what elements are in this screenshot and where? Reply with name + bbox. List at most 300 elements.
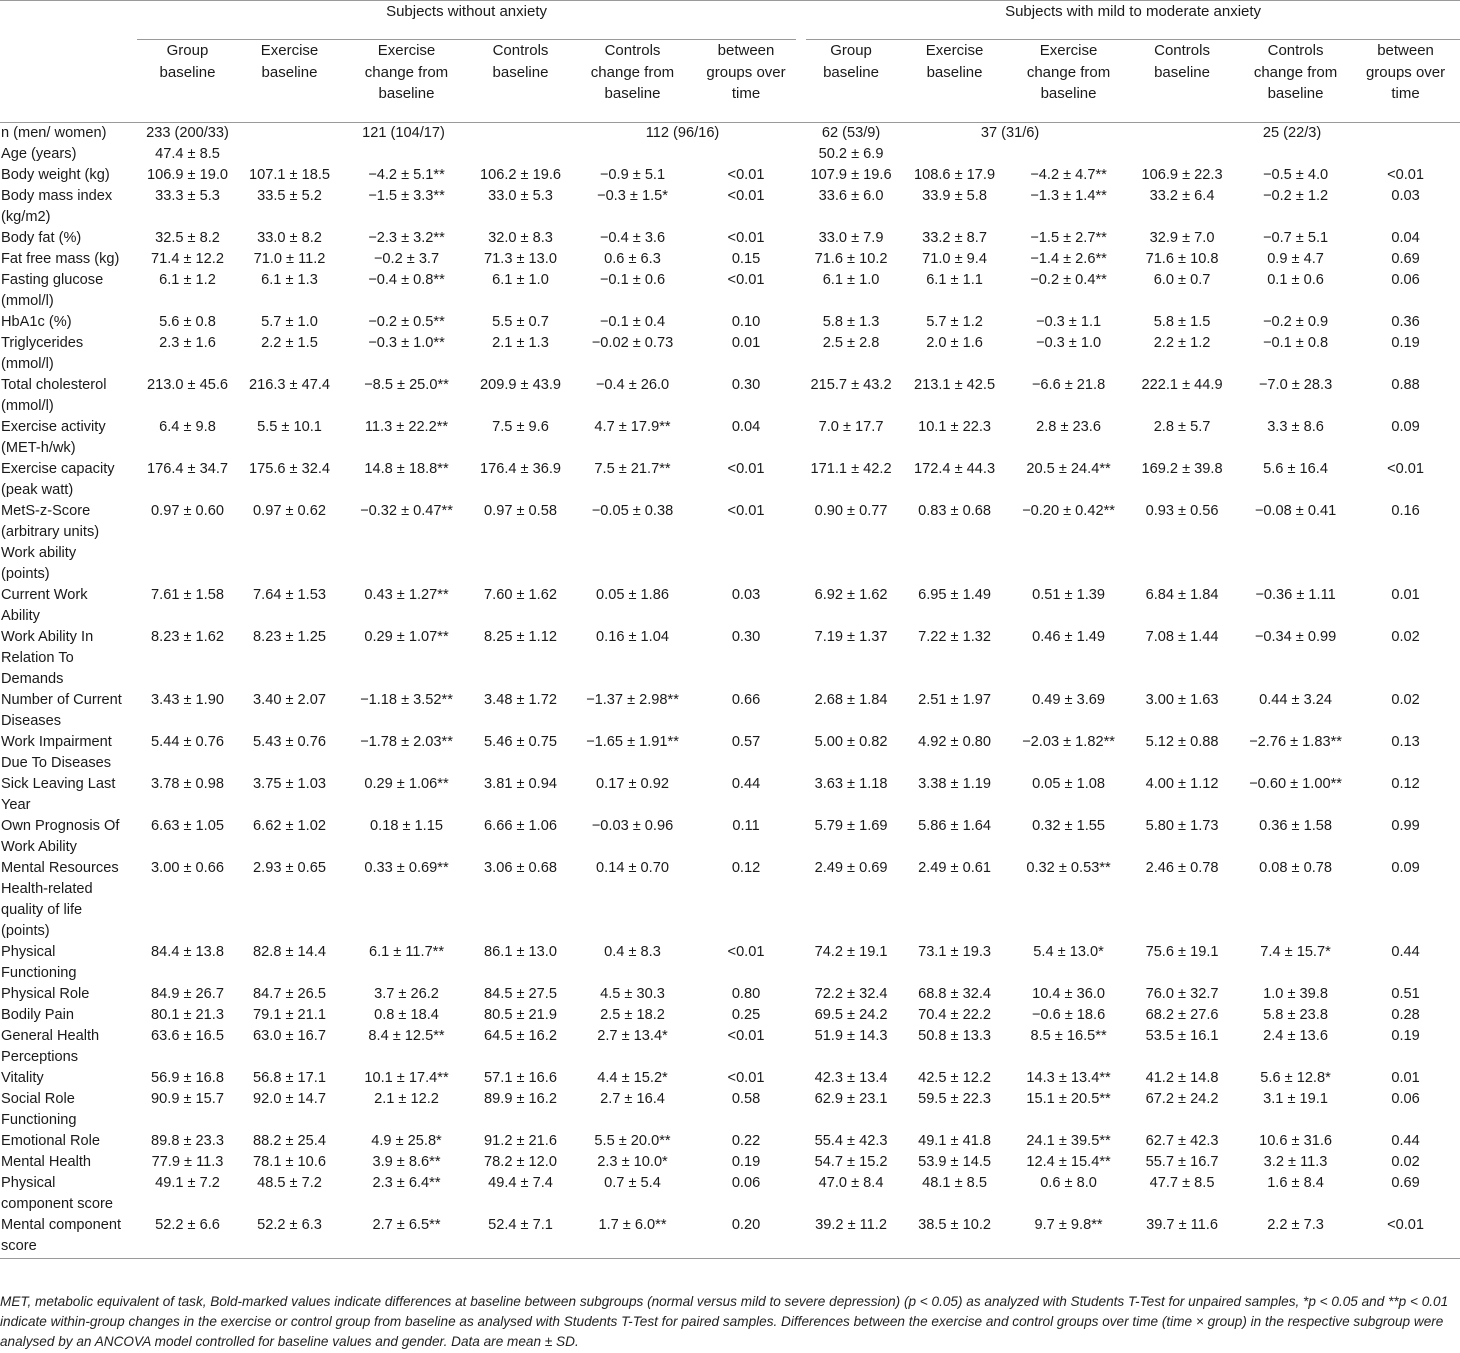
cell-exercise-baseline: 38.5 ± 10.2 bbox=[896, 1215, 1013, 1259]
cell-exercise-baseline: 59.5 ± 22.3 bbox=[918, 1091, 992, 1107]
label-line: (kg/m2) bbox=[1, 209, 51, 225]
cell-between-groups: <0.01 bbox=[727, 1028, 765, 1044]
table-row bbox=[0, 165, 1460, 186]
label-line: (mmol/l) bbox=[1, 356, 54, 372]
label-line: HbA1c (%) bbox=[1, 314, 72, 330]
cell-controls-change: 4.4 ± 15.2* bbox=[597, 1070, 668, 1086]
cell-controls-change: 5.8 ± 23.8 bbox=[1263, 1007, 1328, 1023]
cell-exercise-change: 0.29 ± 1.06** bbox=[364, 776, 449, 792]
section-label bbox=[0, 543, 137, 585]
cell-between-groups: <0.01 bbox=[1387, 461, 1425, 477]
label-line: Mental Health bbox=[1, 1154, 92, 1170]
row-label bbox=[0, 459, 137, 501]
cell-exercise-change: −1.78 ± 2.03** bbox=[360, 734, 453, 750]
cell-exercise-change: 0.49 ± 3.69 bbox=[1032, 692, 1106, 708]
cell-exercise-change: −0.3 ± 1.0** bbox=[368, 335, 445, 351]
cell-controls-change: 0.7 ± 5.4 bbox=[604, 1175, 661, 1191]
row-label bbox=[0, 627, 137, 690]
row-label bbox=[0, 501, 137, 543]
col-header-line: groups over bbox=[1365, 63, 1446, 81]
table-row bbox=[0, 1215, 1460, 1259]
cell-exercise-baseline: 79.1 ± 21.1 bbox=[253, 1007, 326, 1023]
label-line: (mmol/l) bbox=[1, 293, 54, 309]
cell-group-baseline: 3.43 ± 1.90 bbox=[151, 692, 224, 708]
table-row bbox=[0, 186, 1460, 228]
cell-exercise-change: −1.3 ± 1.4** bbox=[1030, 188, 1107, 204]
cell-exercise-change: 8.4 ± 12.5** bbox=[368, 1028, 445, 1044]
group-header-without-anxiety: Subjects without anxiety bbox=[137, 1, 796, 40]
cell-group-baseline: 54.7 ± 15.2 bbox=[814, 1154, 888, 1170]
cell-controls-change: 0.44 ± 3.24 bbox=[1259, 692, 1333, 708]
cell-controls-baseline: 53.5 ± 16.1 bbox=[1145, 1028, 1219, 1044]
row-label bbox=[0, 585, 137, 627]
label-line: Body weight (kg) bbox=[1, 167, 110, 183]
label-line: Work ability bbox=[1, 545, 77, 561]
cell-exercise-baseline: 48.1 ± 8.5 bbox=[922, 1175, 987, 1191]
table-row bbox=[0, 375, 1460, 417]
cell-between-groups: <0.01 bbox=[727, 944, 765, 960]
cell-controls-change: −0.2 ± 1.2 bbox=[1262, 188, 1329, 204]
row-label bbox=[0, 165, 137, 186]
cell-exercise-baseline: 78.1 ± 10.6 bbox=[253, 1154, 326, 1170]
cell-exercise-change: −0.3 ± 1.0 bbox=[1035, 335, 1102, 351]
table-row bbox=[0, 1173, 1460, 1215]
cell-group-baseline: 5.8 ± 1.3 bbox=[822, 314, 880, 330]
cell-controls-change: 4.5 ± 30.3 bbox=[600, 986, 665, 1002]
cell-exercise-baseline: 6.1 ± 1.1 bbox=[926, 272, 983, 288]
cell-exercise-baseline: 5.43 ± 0.76 bbox=[253, 734, 326, 750]
cell-between-groups: 0.66 bbox=[731, 692, 761, 708]
label-line: (MET-h/wk) bbox=[1, 440, 76, 456]
cell-between-groups: 0.04 bbox=[1391, 230, 1420, 246]
label-line: Exercise capacity bbox=[1, 461, 115, 477]
cell-controls-baseline: 7.08 ± 1.44 bbox=[1145, 629, 1219, 645]
cell-exercise-change: 2.3 ± 6.4** bbox=[372, 1175, 441, 1191]
col-header-line: Controls bbox=[1267, 42, 1324, 59]
cell-group-baseline: 33.6 ± 6.0 bbox=[818, 188, 884, 204]
cell-exercise-baseline: 4.92 ± 0.80 bbox=[918, 734, 992, 750]
cell-exercise-change: 4.9 ± 25.8* bbox=[371, 1133, 442, 1149]
cell-controls-change: −0.34 ± 0.99 bbox=[1254, 629, 1337, 645]
cell-controls-n: 112 (96/16) bbox=[645, 125, 720, 141]
cell-exercise-baseline: 42.5 ± 12.2 bbox=[918, 1070, 992, 1086]
col-header-exercise-change bbox=[341, 40, 472, 123]
cell-between-groups: <0.01 bbox=[727, 503, 765, 519]
col-header-exercise-change bbox=[1013, 40, 1124, 123]
cell-controls-change: −0.5 ± 4.0 bbox=[1262, 167, 1329, 183]
cell-group-baseline: 55.4 ± 42.3 bbox=[814, 1133, 888, 1149]
col-header-line: baseline bbox=[604, 85, 661, 102]
cell-controls-baseline: 5.12 ± 0.88 bbox=[1145, 734, 1219, 750]
cell-exercise-change: 0.29 ± 1.07** bbox=[364, 629, 449, 645]
cell-exercise-change: −0.2 ± 0.5** bbox=[368, 314, 445, 330]
cell-exercise-change: 0.51 ± 1.39 bbox=[1032, 587, 1106, 603]
label-line: Demands bbox=[1, 671, 64, 687]
cell-group-baseline: 107.9 ± 19.6 bbox=[810, 167, 892, 183]
cell-between-groups: 0.19 bbox=[1391, 1028, 1420, 1044]
cell-controls-change: 2.7 ± 16.4 bbox=[600, 1091, 665, 1107]
row-label bbox=[0, 1173, 137, 1215]
cell-between-groups: 0.80 bbox=[731, 986, 761, 1002]
cell-controls-change: −0.08 ± 0.41 bbox=[1254, 503, 1337, 519]
table-row bbox=[0, 816, 1460, 858]
cell-group-baseline: 71.4 ± 12.2 bbox=[151, 251, 224, 267]
label-line: (arbitrary units) bbox=[1, 524, 100, 540]
cell-controls-baseline: 52.4 ± 7.1 bbox=[472, 1215, 569, 1259]
cell-group-baseline: 3.63 ± 1.18 bbox=[814, 776, 888, 792]
cell-exercise-change: −1.5 ± 3.3** bbox=[368, 188, 445, 204]
cell-exercise-change: −4.2 ± 5.1** bbox=[368, 167, 445, 183]
cell-controls-change: −7.0 ± 28.3 bbox=[1258, 377, 1333, 393]
col-header-line: between bbox=[717, 42, 775, 59]
cell-exercise-baseline: 0.83 ± 0.68 bbox=[918, 503, 992, 519]
cell-exercise-change: 14.8 ± 18.8** bbox=[364, 461, 449, 477]
cell-controls-change: −0.05 ± 0.38 bbox=[591, 503, 674, 519]
table-row bbox=[0, 249, 1460, 270]
cell-exercise-baseline: 71.0 ± 9.4 bbox=[922, 251, 987, 267]
cell-controls-change: 2.7 ± 13.4* bbox=[597, 1028, 668, 1044]
label-line: MetS-z-Score bbox=[1, 503, 91, 519]
cell-exercise-change: 10.4 ± 36.0 bbox=[1032, 986, 1106, 1002]
cell-exercise-change: 12.4 ± 15.4** bbox=[1026, 1154, 1111, 1170]
cell-exercise-change: −0.32 ± 0.47** bbox=[360, 503, 453, 519]
cell-exercise-baseline: 48.5 ± 7.2 bbox=[257, 1175, 322, 1191]
label-line: Physical bbox=[1, 944, 56, 960]
cell-controls-change: −1.37 ± 2.98** bbox=[586, 692, 679, 708]
table-row bbox=[0, 270, 1460, 312]
row-label bbox=[0, 774, 137, 816]
cell-group-baseline: 62 (53/9) bbox=[821, 125, 881, 141]
cell-between-groups: <0.01 bbox=[727, 272, 765, 288]
cell-between-groups: 0.03 bbox=[731, 587, 761, 603]
cell-controls-change: 2.4 ± 13.6 bbox=[1263, 1028, 1328, 1044]
cell-group-baseline: 2.68 ± 1.84 bbox=[814, 692, 888, 708]
cell-exercise-baseline: 84.7 ± 26.5 bbox=[253, 986, 326, 1002]
cell-exercise-baseline: 53.9 ± 14.5 bbox=[918, 1154, 992, 1170]
cell-between-groups: 0.06 bbox=[731, 1175, 761, 1191]
cell-between-groups: 0.12 bbox=[1391, 776, 1420, 792]
cell-exercise-baseline: 172.4 ± 44.3 bbox=[914, 461, 996, 477]
cell-group-baseline: 5.79 ± 1.69 bbox=[814, 818, 888, 834]
col-header-line: groups over bbox=[706, 63, 786, 81]
row-label bbox=[0, 186, 137, 228]
label-line: (peak watt) bbox=[1, 482, 74, 498]
table-row bbox=[0, 732, 1460, 774]
cell-exercise-baseline: 6.95 ± 1.49 bbox=[918, 587, 992, 603]
col-header-line: Controls bbox=[1154, 42, 1210, 59]
cell-controls-change: −2.76 ± 1.83** bbox=[1249, 734, 1342, 750]
cell-group-baseline: 3.78 ± 0.98 bbox=[151, 776, 224, 792]
cell-group-baseline: 77.9 ± 11.3 bbox=[151, 1154, 224, 1170]
column-header-row bbox=[0, 40, 1460, 123]
col-header-line: Controls bbox=[492, 42, 549, 59]
cell-controls-baseline: 76.0 ± 32.7 bbox=[1145, 986, 1219, 1002]
cell-controls-change: 5.6 ± 16.4 bbox=[1263, 461, 1328, 477]
cell-exercise-baseline: 2.51 ± 1.97 bbox=[918, 692, 992, 708]
cell-group-baseline: 7.0 ± 17.7 bbox=[818, 419, 884, 435]
label-line: Current Work bbox=[1, 587, 88, 603]
cell-controls-baseline: 2.1 ± 1.3 bbox=[492, 335, 549, 351]
label-line: Functioning bbox=[1, 965, 77, 981]
label-line: Functioning bbox=[1, 1112, 77, 1128]
cell-exercise-change: −0.2 ± 0.4** bbox=[1030, 272, 1107, 288]
cell-controls-baseline: 64.5 ± 16.2 bbox=[484, 1028, 557, 1044]
cell-between-groups: 0.44 bbox=[731, 776, 761, 792]
table-row bbox=[0, 774, 1460, 816]
cell-controls-baseline: 67.2 ± 24.2 bbox=[1145, 1091, 1219, 1107]
cell-group-baseline: 47.0 ± 8.4 bbox=[818, 1175, 884, 1191]
cell-controls-baseline: 6.66 ± 1.06 bbox=[484, 818, 557, 834]
cell-group-baseline: 33.3 ± 5.3 bbox=[155, 188, 220, 204]
table-row bbox=[0, 1005, 1460, 1026]
cell-between-groups: 0.01 bbox=[1391, 1070, 1420, 1086]
cell-exercise-baseline: 2.0 ± 1.6 bbox=[926, 335, 983, 351]
col-header-line: Group bbox=[166, 42, 209, 59]
cell-controls-baseline: 3.06 ± 0.68 bbox=[484, 860, 557, 876]
cell-controls-change: −0.36 ± 1.11 bbox=[1255, 587, 1336, 603]
table-row bbox=[0, 984, 1460, 1005]
cell-exercise-change: 0.32 ± 0.53** bbox=[1026, 860, 1111, 876]
cell-controls-change: −0.1 ± 0.6 bbox=[599, 272, 666, 288]
cell-group-baseline: 74.2 ± 19.1 bbox=[814, 944, 888, 960]
cell-exercise-baseline: 50.8 ± 13.3 bbox=[918, 1028, 992, 1044]
col-header-between-groups bbox=[1351, 40, 1460, 123]
cell-exercise-change: −0.6 ± 18.6 bbox=[1031, 1007, 1106, 1023]
table-row bbox=[0, 1089, 1460, 1131]
cell-group-baseline: 0.97 ± 0.60 bbox=[151, 503, 224, 519]
cell-exercise-change: −2.03 ± 1.82** bbox=[1022, 734, 1115, 750]
row-label bbox=[0, 228, 137, 249]
cell-controls-baseline: 5.8 ± 1.5 bbox=[1153, 314, 1211, 330]
cell-exercise-change: −0.20 ± 0.42** bbox=[1022, 503, 1115, 519]
cell-controls-change: 5.6 ± 12.8* bbox=[1260, 1070, 1331, 1086]
col-header-line: baseline bbox=[1154, 63, 1210, 81]
row-label bbox=[0, 1152, 137, 1173]
cell-controls-change: 0.4 ± 8.3 bbox=[604, 944, 661, 960]
cell-exercise-baseline: 88.2 ± 25.4 bbox=[253, 1133, 326, 1149]
cell-between-groups: 0.04 bbox=[731, 419, 761, 435]
cell-group-baseline: 39.2 ± 11.2 bbox=[806, 1215, 896, 1259]
cell-exercise-change: 6.1 ± 11.7** bbox=[368, 944, 445, 960]
cell-exercise-change: −4.2 ± 4.7** bbox=[1030, 167, 1107, 183]
col-header-line: baseline bbox=[1040, 85, 1097, 102]
cell-controls-baseline: 33.0 ± 5.3 bbox=[488, 188, 553, 204]
cell-controls-change: −0.4 ± 26.0 bbox=[595, 377, 670, 393]
cell-exercise-baseline: 2.93 ± 0.65 bbox=[253, 860, 326, 876]
label-line: (mmol/l) bbox=[1, 398, 54, 414]
cell-controls-baseline: 55.7 ± 16.7 bbox=[1145, 1154, 1219, 1170]
cell-exercise-change: 0.32 ± 1.55 bbox=[1032, 818, 1106, 834]
cell-exercise-baseline: 33.5 ± 5.2 bbox=[257, 188, 322, 204]
table-row-age bbox=[0, 144, 1460, 165]
cell-group-baseline: 5.6 ± 0.8 bbox=[159, 314, 216, 330]
cell-controls-baseline: 222.1 ± 44.9 bbox=[1141, 377, 1223, 393]
cell-controls-change: 0.36 ± 1.58 bbox=[1259, 818, 1333, 834]
cell-exercise-change: 0.46 ± 1.49 bbox=[1032, 629, 1106, 645]
cell-group-baseline: 72.2 ± 32.4 bbox=[814, 986, 888, 1002]
cell-between-groups: 0.20 bbox=[696, 1215, 796, 1259]
label-line: (points) bbox=[1, 923, 50, 939]
cell-group-baseline: 6.4 ± 9.8 bbox=[159, 419, 216, 435]
col-header-line: baseline bbox=[823, 63, 879, 81]
cell-exercise-change: 5.4 ± 13.0* bbox=[1033, 944, 1104, 960]
cell-group-baseline: 47.4 ± 8.5 bbox=[155, 146, 220, 162]
col-header-group-baseline bbox=[806, 40, 896, 123]
label-line: Fat free mass (kg) bbox=[1, 251, 120, 267]
label-line: Diseases bbox=[1, 713, 62, 729]
cell-between-groups: 0.28 bbox=[1391, 1007, 1420, 1023]
cell-between-groups: 0.09 bbox=[1391, 860, 1420, 876]
cell-controls-baseline: 3.00 ± 1.63 bbox=[1145, 692, 1219, 708]
cell-between-groups: 0.06 bbox=[1391, 272, 1420, 288]
cell-exercise-change: −1.5 ± 2.7** bbox=[1030, 230, 1107, 246]
cell-group-baseline: 5.44 ± 0.76 bbox=[151, 734, 224, 750]
table-row bbox=[0, 228, 1460, 249]
col-header-exercise-baseline bbox=[896, 40, 1013, 123]
cell-between-groups: <0.01 bbox=[727, 461, 765, 477]
col-header-controls-baseline bbox=[1124, 40, 1240, 123]
label-line: Body fat (%) bbox=[1, 230, 82, 246]
cell-exercise-baseline: 6.62 ± 1.02 bbox=[253, 818, 326, 834]
cell-exercise-change: 20.5 ± 24.4** bbox=[1026, 461, 1111, 477]
label-line: General Health bbox=[1, 1028, 100, 1044]
row-label bbox=[0, 1131, 137, 1152]
cell-controls-baseline: 7.60 ± 1.62 bbox=[484, 587, 557, 603]
label-line: Exercise activity bbox=[1, 419, 106, 435]
cell-group-baseline: 6.1 ± 1.0 bbox=[822, 272, 880, 288]
cell-exercise-change: −1.18 ± 3.52** bbox=[360, 692, 453, 708]
cell-controls-change: 7.5 ± 21.7** bbox=[594, 461, 671, 477]
label-line: Own Prognosis Of bbox=[1, 818, 120, 834]
col-header-line: change from bbox=[590, 63, 675, 81]
cell-controls-baseline: 71.6 ± 10.8 bbox=[1145, 251, 1219, 267]
col-header-line: baseline bbox=[492, 63, 549, 81]
cell-controls-change: 3.1 ± 19.1 bbox=[1263, 1091, 1328, 1107]
col-header-exercise-baseline bbox=[238, 40, 341, 123]
col-header-line: Controls bbox=[604, 42, 661, 59]
cell-exercise-baseline: 175.6 ± 32.4 bbox=[248, 461, 331, 477]
cell-exercise-baseline: 33.9 ± 5.8 bbox=[922, 188, 987, 204]
cell-controls-baseline: 8.25 ± 1.12 bbox=[484, 629, 557, 645]
cell-exercise-change: −0.3 ± 1.1 bbox=[1035, 314, 1102, 330]
cell-controls-baseline: 5.80 ± 1.73 bbox=[1145, 818, 1219, 834]
label-line: Social Role bbox=[1, 1091, 75, 1107]
cell-between-groups: 0.10 bbox=[731, 314, 761, 330]
cell-group-baseline: 51.9 ± 14.3 bbox=[814, 1028, 888, 1044]
label-line: Body mass index bbox=[1, 188, 113, 204]
cell-between-groups: 0.69 bbox=[1391, 251, 1420, 267]
label-line: Ability bbox=[1, 608, 40, 624]
label-line: Bodily Pain bbox=[1, 1007, 75, 1023]
cell-exercise-baseline: 52.2 ± 6.3 bbox=[238, 1215, 341, 1259]
col-header-line: baseline bbox=[159, 63, 216, 81]
cell-controls-baseline: 91.2 ± 21.6 bbox=[484, 1133, 557, 1149]
cell-between-groups: 0.19 bbox=[1391, 335, 1420, 351]
label-line: Total cholesterol bbox=[1, 377, 107, 393]
cell-controls-baseline: 39.7 ± 11.6 bbox=[1124, 1215, 1240, 1259]
cell-controls-change: −0.03 ± 0.96 bbox=[591, 818, 674, 834]
cell-controls-baseline: 106.9 ± 22.3 bbox=[1141, 167, 1223, 183]
cell-exercise-change: 14.3 ± 13.4** bbox=[1026, 1070, 1111, 1086]
cell-group-baseline: 3.00 ± 0.66 bbox=[151, 860, 224, 876]
cell-controls-change: 0.08 ± 0.78 bbox=[1259, 860, 1333, 876]
cell-controls-baseline: 32.9 ± 7.0 bbox=[1149, 230, 1215, 246]
cell-controls-baseline: 75.6 ± 19.1 bbox=[1145, 944, 1219, 960]
row-label: Age (years) bbox=[1, 146, 77, 162]
cell-between-groups: 0.99 bbox=[1391, 818, 1420, 834]
cell-exercise-baseline: 33.0 ± 8.2 bbox=[257, 230, 322, 246]
cell-controls-change: 5.5 ± 20.0** bbox=[594, 1133, 671, 1149]
cell-group-baseline: 50.2 ± 6.9 bbox=[818, 146, 884, 162]
col-header-line: Exercise bbox=[1039, 42, 1098, 59]
cell-controls-baseline: 33.2 ± 6.4 bbox=[1149, 188, 1215, 204]
label-line: component score bbox=[1, 1196, 113, 1212]
cell-exercise-baseline: 8.23 ± 1.25 bbox=[253, 629, 326, 645]
cell-exercise-change: 0.05 ± 1.08 bbox=[1032, 776, 1106, 792]
cell-between-groups: 0.02 bbox=[1391, 629, 1420, 645]
label-line: Physical Role bbox=[1, 986, 90, 1002]
cell-between-groups: 0.06 bbox=[1391, 1091, 1420, 1107]
cell-group-baseline: 62.9 ± 23.1 bbox=[814, 1091, 888, 1107]
cell-between-groups: 0.13 bbox=[1391, 734, 1420, 750]
group-header-with-anxiety: Subjects with mild to moderate anxiety bbox=[806, 1, 1460, 40]
cell-exercise-baseline: 63.0 ± 16.7 bbox=[253, 1028, 326, 1044]
cell-controls-baseline: 106.2 ± 19.6 bbox=[479, 167, 562, 183]
cell-controls-change: 3.3 ± 8.6 bbox=[1267, 419, 1324, 435]
cell-exercise-change: 10.1 ± 17.4** bbox=[364, 1070, 449, 1086]
cell-group-baseline: 84.9 ± 26.7 bbox=[151, 986, 224, 1002]
cell-controls-baseline: 6.1 ± 1.0 bbox=[492, 272, 549, 288]
cell-controls-baseline: 2.8 ± 5.7 bbox=[1153, 419, 1211, 435]
cell-between-groups: 0.01 bbox=[1391, 587, 1420, 603]
cell-group-baseline: 2.49 ± 0.69 bbox=[814, 860, 888, 876]
cell-between-groups: 0.69 bbox=[1391, 1175, 1420, 1191]
row-label bbox=[0, 1068, 137, 1089]
cell-group-baseline: 106.9 ± 19.0 bbox=[146, 167, 229, 183]
row-label bbox=[0, 942, 137, 984]
cell-between-groups: 0.44 bbox=[1391, 944, 1420, 960]
row-label bbox=[0, 1089, 137, 1131]
cell-group-baseline: 215.7 ± 43.2 bbox=[810, 377, 892, 393]
label-line: quality of life bbox=[1, 902, 83, 918]
cell-exercise-n: 37 (31/6) bbox=[980, 125, 1040, 141]
col-header-line: change from bbox=[1253, 63, 1338, 81]
label-line: Mental component bbox=[1, 1217, 122, 1233]
row-label bbox=[0, 1026, 137, 1068]
cell-exercise-baseline: 82.8 ± 14.4 bbox=[253, 944, 326, 960]
col-header-line: Exercise bbox=[925, 42, 984, 59]
row-label bbox=[0, 816, 137, 858]
cell-controls-change: −0.2 ± 0.9 bbox=[1262, 314, 1329, 330]
cell-exercise-change: 15.1 ± 20.5** bbox=[1026, 1091, 1111, 1107]
label-line: Year bbox=[1, 797, 31, 813]
col-header-line: Exercise bbox=[377, 42, 436, 59]
cell-controls-baseline: 209.9 ± 43.9 bbox=[479, 377, 562, 393]
table-row bbox=[0, 1026, 1460, 1068]
cell-group-baseline: 2.5 ± 2.8 bbox=[822, 335, 880, 351]
cell-exercise-baseline: 73.1 ± 19.3 bbox=[918, 944, 992, 960]
label-line: Mental Resources bbox=[1, 860, 119, 876]
cell-group-baseline: 8.23 ± 1.62 bbox=[151, 629, 224, 645]
cell-controls-baseline: 84.5 ± 27.5 bbox=[484, 986, 557, 1002]
cell-controls-baseline: 7.5 ± 9.6 bbox=[492, 419, 549, 435]
row-label bbox=[0, 375, 137, 417]
section-row bbox=[0, 879, 1460, 942]
cell-between-groups: 0.30 bbox=[731, 629, 761, 645]
col-header-group-baseline bbox=[137, 40, 238, 123]
cell-controls-baseline: 71.3 ± 13.0 bbox=[484, 251, 557, 267]
cell-group-baseline: 32.5 ± 8.2 bbox=[155, 230, 220, 246]
